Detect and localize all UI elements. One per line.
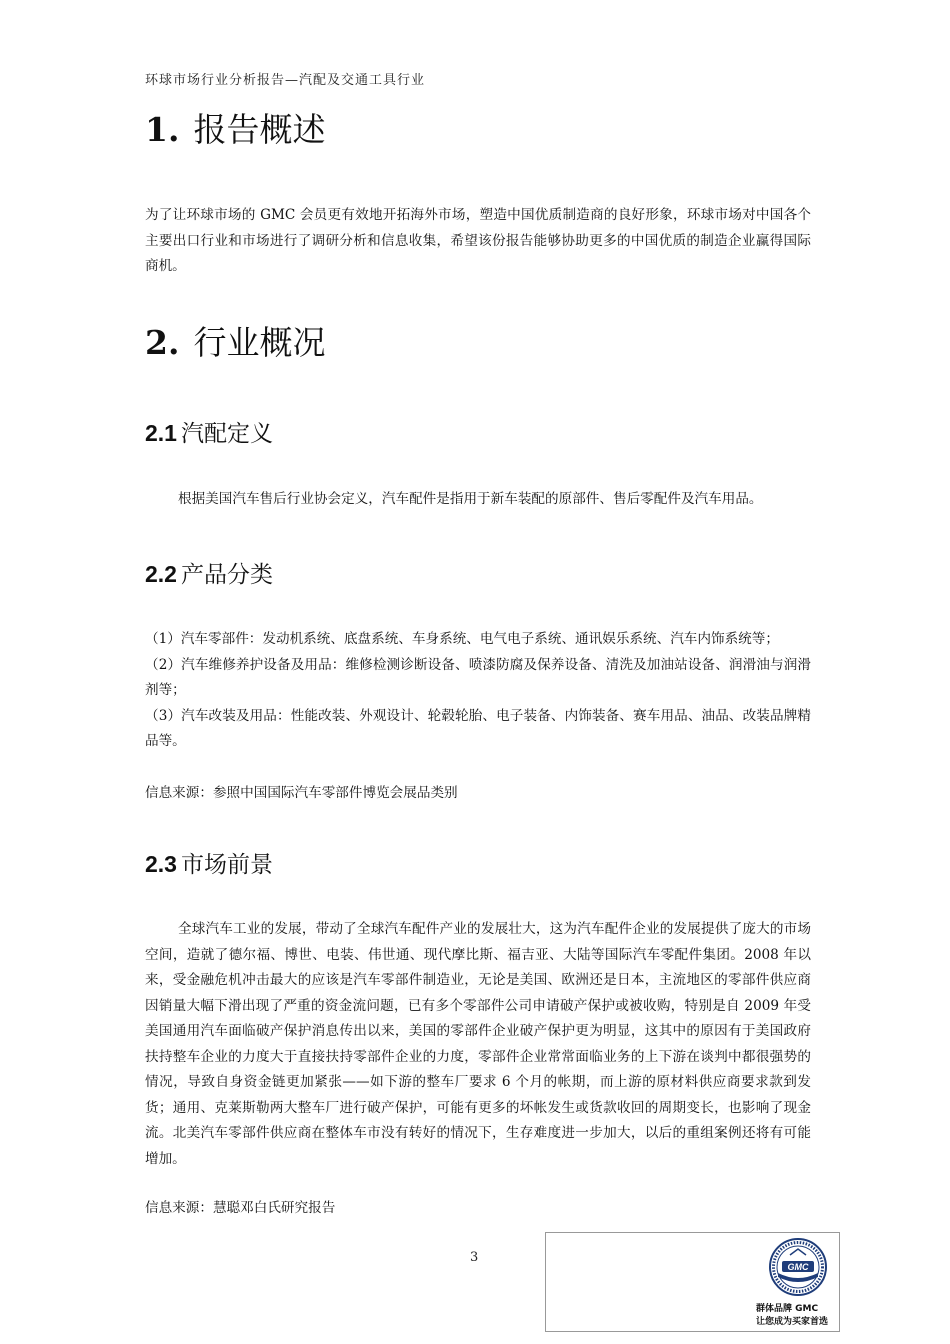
product-category-list — [145, 627, 811, 755]
gmc-logo-box — [545, 1232, 840, 1332]
list-item: （3）汽车改装及用品：性能改装、外观设计、轮毂轮胎、电子装备、内饰装备、赛车用品、油品、改装品牌精品等。 — [145, 707, 811, 749]
paragraph-text: 为了让环球市场的 GMC 会员更有效地开拓海外市场，塑造中国优质制造商的良好形象，环球市场对中国各个主要出口行业和市场进行了调研分析和信息收集，希望该份报告能够协助更多的中国优质的制造企业赢得国际商机。 — [145, 207, 811, 274]
source-note: 信息来源：参照中国国际汽车零部件博览会展品类别 — [145, 785, 458, 801]
section-2-1-paragraph — [145, 487, 811, 513]
section-2-3-paragraph — [145, 917, 811, 1172]
subsection-title: 汽配定义 — [180, 421, 273, 447]
paragraph-text: 根据美国汽车售后行业协会定义，汽车配件是指用于新车装配的原部件、售后零配件及汽车用品。 — [178, 491, 763, 507]
list-item: （1）汽车零部件：发动机系统、底盘系统、车身系统、电气电子系统、通讯娱乐系统、汽车内饰系统等； — [145, 631, 779, 647]
logo-caption-slogan: 让您成为买家首选 — [756, 1317, 829, 1327]
section-1-heading: 1 . 报告概述 — [145, 110, 326, 149]
subsection-title: 产品分类 — [180, 562, 273, 588]
section-title: 行业概况 — [193, 323, 326, 362]
source-note: 信息来源：慧聪邓白氏研究报告 — [145, 1200, 336, 1216]
section-2-1-heading — [145, 418, 273, 449]
section-2-heading: 2 . 行业概况 — [145, 323, 326, 362]
section-number: 2 — [145, 323, 168, 362]
subsection-number: 2.2 — [145, 561, 177, 587]
page-number: 3 — [470, 1250, 479, 1265]
section-number: 1 — [145, 110, 168, 149]
logo-caption-brand: 群体品牌 GMC — [756, 1304, 819, 1314]
section-title: 报告概述 — [193, 110, 326, 149]
gmc-seal-icon — [768, 1237, 828, 1297]
running-header: 环球市场行业分析报告—汽配及交通工具行业 — [145, 73, 426, 88]
subsection-number: 2.1 — [145, 420, 177, 446]
subsection-title: 市场前景 — [180, 852, 273, 878]
section-1-paragraph — [145, 203, 811, 280]
list-item: （2）汽车维修养护设备及用品：维修检测诊断设备、喷漆防腐及保养设备、清洗及加油站设备、润滑油与润滑剂等； — [145, 656, 811, 698]
seal-label: GMC — [787, 1262, 809, 1272]
section-2-3-heading — [145, 849, 273, 880]
subsection-number: 2.3 — [145, 851, 177, 877]
paragraph-text: 全球汽车工业的发展，带动了全球汽车配件产业的发展壮大，这为汽车配件企业的发展提供了庞大的市场空间，造就了德尔福、博世、电装、伟世通、现代摩比斯、福吉亚、大陆等国际汽车零配件集团。2008 年以来，受金融危机冲击最大的应该是汽车零部件制造业，无论是美国、欧洲还是日本，主流地区的零部件供应商因销量大幅下滑出现了严重的资金流问题，已有多个零部件公司申请破产保护或被收购，特别是自 2009 年受美国通用汽车面临破产保护消息传出以来，美国的零部件企业破产保护更为明显，这其中的原因有于美国政府扶持整车企业的力度大于直接扶持零部件企业的力度，零部件企业常常面临业务的上下游在谈判中都很强势的情况，导致自身资金链更加紧张——如下游的整车厂要求 6 个月的帐期，而上游的原材料供应商要求款到发货；通用、克莱斯勒两大整车厂进行破产保护，可能有更多的坏帐发生或货款收回的周期变长，也影响了现金流。北美汽车零部件供应商在整体车市没有转好的情况下，生存难度进一步加大，以后的重组案例还将有可能增加。 — [145, 921, 811, 1167]
section-2-2-heading — [145, 559, 273, 590]
